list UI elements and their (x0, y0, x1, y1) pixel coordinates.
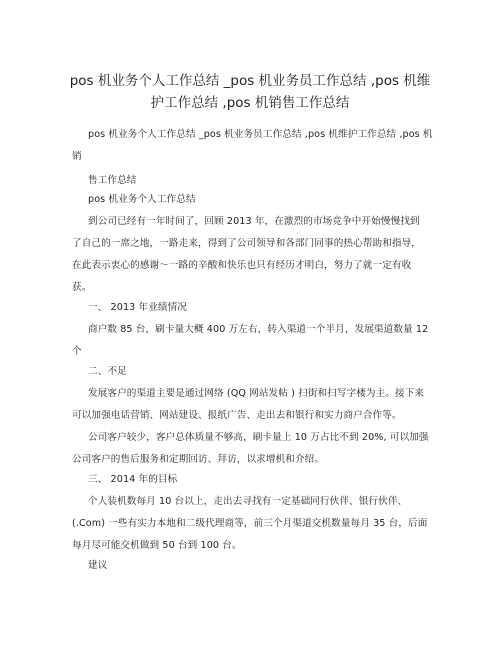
paragraph-5-line-2: (.Com) 一些有实力本地和二级代理商等，前三个月渠道交机数量每月 35 台，后面 (72, 518, 428, 529)
paragraph-3-line-1: 发展客户的渠道主要是通过网络 (QQ 网站发帖 ) 扫街和扫写字楼为主。接下来 (88, 388, 425, 399)
section-heading-4: 建议 (88, 560, 108, 571)
intro-line-3: 售工作总结 (88, 175, 137, 186)
document-title-line-2: 护工作总结 ,pos 机销售工作总结 (150, 95, 350, 111)
paragraph-3-line-2: 可以加强电话营销、网站建设、报纸广告、走出去和银行和实力商户合作等。 (72, 410, 402, 421)
paragraph-2-line-1: 商户数 85 台，刷卡量大概 400 万左右，转入渠道一个半月，发展渠道数量 12 (88, 324, 429, 335)
paragraph-5-line-1: 个人装机数每月 10 台以上，走出去寻找有一定基础同行伙伴、银行伙伴、 (88, 496, 408, 507)
paragraph-4-line-1: 公司客户较少，客户总体质量不够高，刷卡量上 10 万占比不到 20%, 可以加强 (88, 432, 429, 443)
intro-line-1: pos 机业务个人工作总结 _pos 机业务员工作总结 ,pos 机维护工作总结 ,pos 机 (88, 129, 433, 140)
section-heading-1: 一、 2013 年业绩情况 (88, 302, 187, 313)
paragraph-4-line-2: 公司客户的售后服务和定期回访、拜访，以求增机和介绍。 (72, 454, 325, 465)
section-heading-3: 三、 2014 年的目标 (88, 474, 178, 485)
paragraph-1-line-3: 在此表示衷心的感谢～一路的辛酸和快乐也只有经历才明白，努力了就一定有收 (72, 260, 412, 271)
paragraph-1-line-2: 了自己的一席之地，一路走来，得到了公司领导和各部门同事的热心帮助和指导， (72, 238, 421, 249)
paragraph-5-line-3: 每月尽可能交机做到 50 台到 100 台。 (72, 540, 242, 551)
document-title-line-1: pos 机业务个人工作总结 _pos 机业务员工作总结 ,pos 机维 (69, 73, 431, 89)
section-heading-2: 二、不足 (88, 366, 127, 377)
intro-line-2: 销 (72, 151, 82, 162)
paragraph-2-line-2: 个 (72, 346, 82, 357)
subtitle: pos 机业务个人工作总结 (88, 194, 196, 205)
paragraph-1-line-4: 获。 (72, 282, 92, 293)
paragraph-1-line-1: 到公司已经有一年时间了，回顾 2013 年，在激烈的市场竞争中开始慢慢找到 (88, 216, 420, 227)
